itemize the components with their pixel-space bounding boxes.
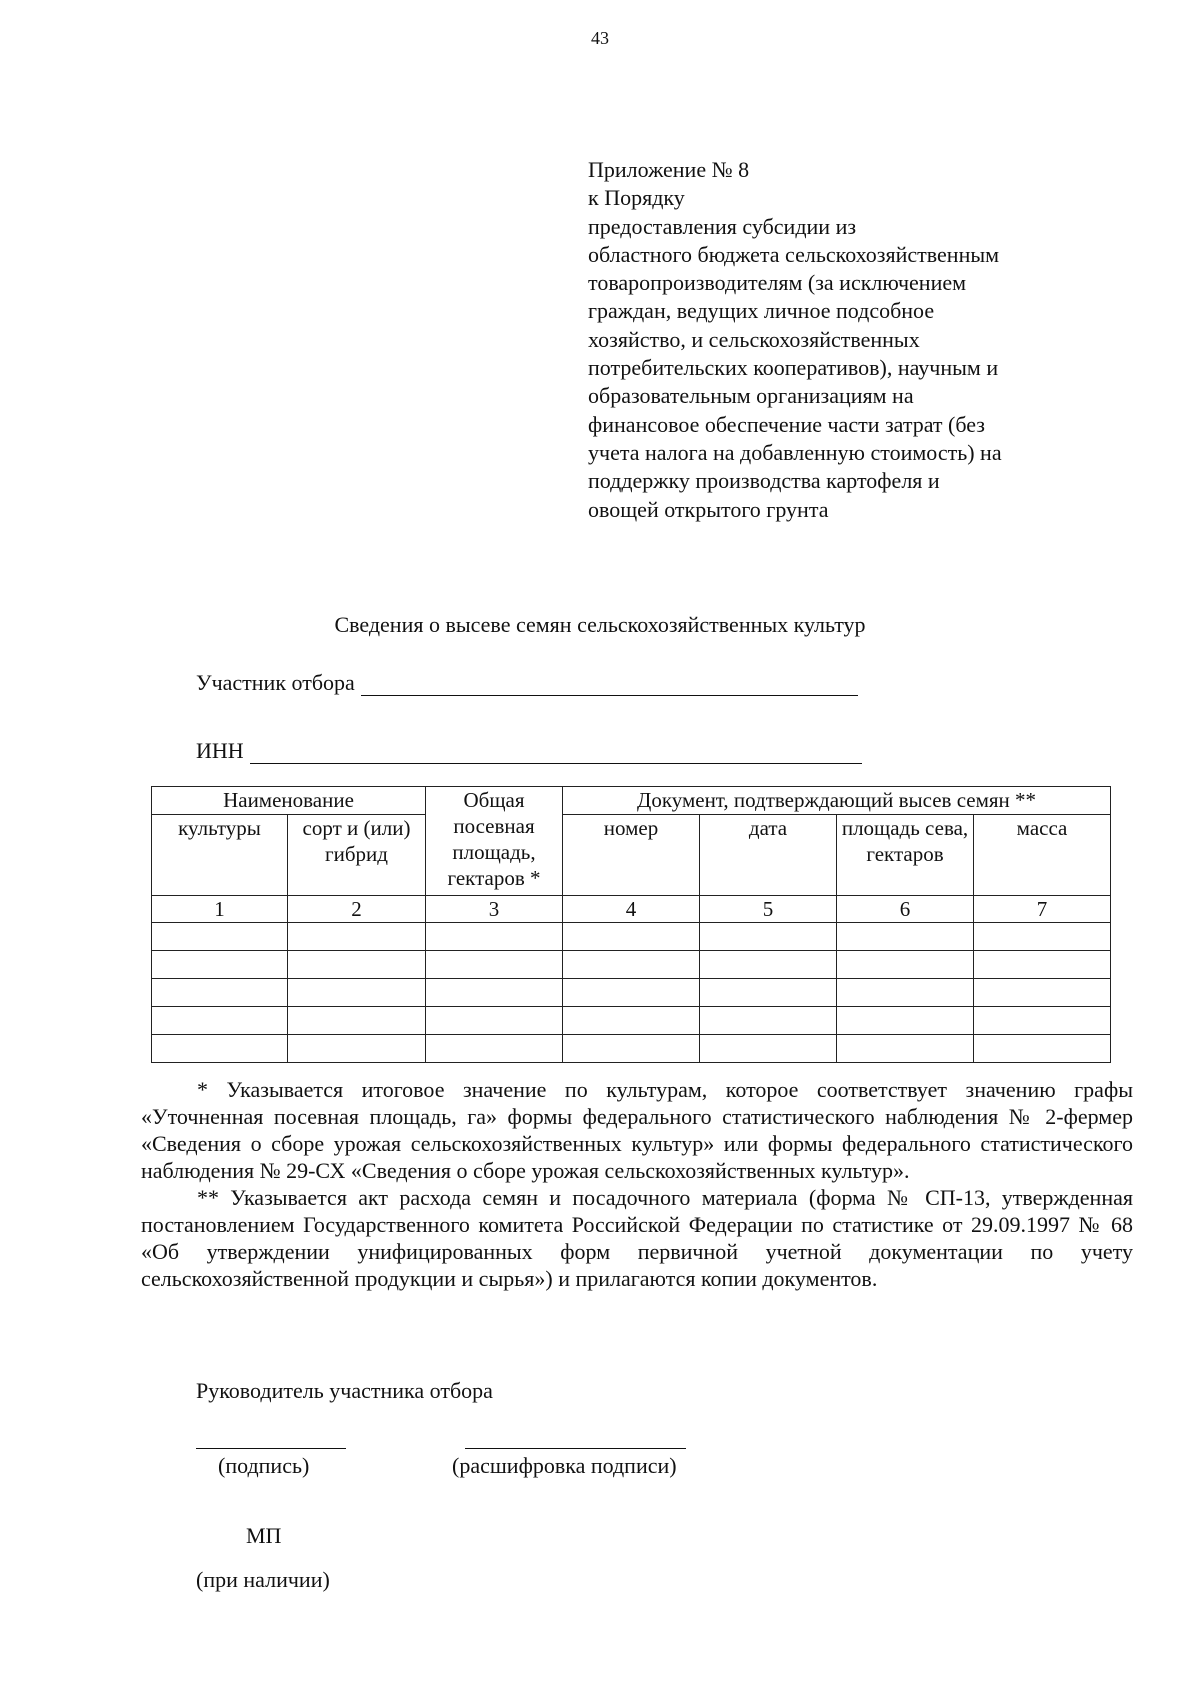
table-cell[interactable] — [837, 979, 974, 1007]
header-number: номер — [563, 815, 700, 896]
header-date: дата — [700, 815, 837, 896]
column-number: 5 — [700, 896, 837, 923]
table-row — [152, 979, 1111, 1007]
inn-input-line[interactable] — [250, 741, 862, 764]
column-number: 7 — [974, 896, 1111, 923]
table-cell[interactable] — [974, 1035, 1111, 1063]
table-cell[interactable] — [700, 1035, 837, 1063]
column-number: 6 — [837, 896, 974, 923]
table-cell[interactable] — [152, 979, 288, 1007]
column-number: 3 — [426, 896, 563, 923]
table-row — [152, 1035, 1111, 1063]
header-culture: культуры — [152, 815, 288, 896]
table-cell[interactable] — [563, 951, 700, 979]
table-cell[interactable] — [288, 951, 426, 979]
column-number-row — [152, 896, 1111, 923]
table-cell[interactable] — [288, 923, 426, 951]
appendix-line: Приложение № 8 — [588, 157, 750, 182]
table-cell[interactable] — [700, 979, 837, 1007]
header-mass: масса — [974, 815, 1111, 896]
table-cell[interactable] — [288, 1007, 426, 1035]
table-cell[interactable] — [700, 1007, 837, 1035]
table-row — [152, 923, 1111, 951]
participant-input-line[interactable] — [361, 673, 858, 696]
appendix-line: учета налога на добавленную стоимость) на — [588, 439, 1002, 465]
table-cell[interactable] — [152, 1007, 288, 1035]
table-cell[interactable] — [837, 1007, 974, 1035]
header-document-group: Документ, подтверждающий высев семян ** — [563, 787, 1111, 815]
table-cell[interactable] — [426, 1035, 563, 1063]
table-cell[interactable] — [700, 951, 837, 979]
stamp-note: (при наличии) — [196, 1567, 330, 1592]
table-cell[interactable] — [288, 979, 426, 1007]
table-cell[interactable] — [152, 951, 288, 979]
appendix-line: хозяйство, и сельскохозяйственных — [588, 326, 920, 352]
column-number: 4 — [563, 896, 700, 923]
table-cell[interactable] — [700, 923, 837, 951]
table-cell[interactable] — [288, 1035, 426, 1063]
appendix-line: товаропроизводителям (за исключением — [588, 270, 967, 296]
header-variety: сорт и (или) гибрид — [288, 815, 426, 896]
column-number: 1 — [152, 896, 288, 923]
table-row — [152, 951, 1111, 979]
table-row — [152, 1007, 1111, 1035]
table-cell[interactable] — [563, 979, 700, 1007]
participant-field — [196, 670, 858, 696]
signature-caption: (подпись) — [218, 1453, 310, 1478]
inn-label: ИНН — [196, 738, 244, 763]
table-cell[interactable] — [974, 951, 1111, 979]
header-total-area: Общая посевная площадь, гектаров * — [426, 787, 563, 896]
table-cell[interactable] — [974, 1007, 1111, 1035]
table-cell[interactable] — [563, 923, 700, 951]
appendix-header — [588, 156, 1088, 524]
table-cell[interactable] — [426, 1007, 563, 1035]
table-cell[interactable] — [152, 923, 288, 951]
table-cell[interactable] — [563, 1035, 700, 1063]
table-cell[interactable] — [426, 979, 563, 1007]
header-name-group: Наименование — [152, 787, 426, 815]
appendix-line: к Порядку — [588, 185, 685, 211]
seed-sowing-table — [151, 786, 1111, 1063]
signature-line[interactable] — [196, 1448, 346, 1449]
footnote-document: ** Указывается акт расхода семян и посадочного материала (форма № СП-13, утвержденная постановлением Государственного комитета Российской Федерации по статистике от 29.09.1997 № 68 «Об утверждении унифицированных форм первичной учетной документации по учету сельскохозяйственной продукции и сырья») и прилагаются копии документов. — [141, 1185, 1133, 1291]
header-sowing-area: площадь сева, гектаров — [837, 815, 974, 896]
participant-label: Участник отбора — [196, 670, 355, 695]
table-cell[interactable] — [974, 923, 1111, 951]
footnotes — [141, 1076, 1133, 1292]
appendix-line: образовательным организациям на — [588, 383, 914, 409]
table-cell[interactable] — [563, 1007, 700, 1035]
column-number: 2 — [288, 896, 426, 923]
table-cell[interactable] — [837, 923, 974, 951]
table-cell[interactable] — [837, 951, 974, 979]
table-cell[interactable] — [426, 923, 563, 951]
inn-field — [196, 738, 862, 764]
table-cell[interactable] — [974, 979, 1111, 1007]
signature-decryption-line[interactable] — [465, 1448, 686, 1449]
head-of-participant-label: Руководитель участника отбора — [196, 1378, 493, 1403]
table-cell[interactable] — [837, 1035, 974, 1063]
footnote-area: * Указывается итоговое значение по культурам, которое соответствует значению графы «Уточненная посевная площадь, га» формы федерального статистического наблюдения № 2-фермер «Сведения о сборе урожая сельскохозяйственных культур» или формы федерального статистического наблюдения № 29-СХ «Сведения о сборе урожая сельскохозяйственных культур». — [141, 1077, 1133, 1183]
appendix-line: финансовое обеспечение части затрат (без — [588, 411, 985, 437]
appendix-line: областного бюджета сельскохозяйственным — [588, 241, 1000, 267]
page-number: 43 — [591, 28, 609, 48]
appendix-line: овощей открытого грунта — [588, 496, 829, 522]
document-title: Сведения о высеве семян сельскохозяйственных культур — [334, 612, 866, 637]
appendix-line: потребительских кооперативов), научным и — [588, 355, 999, 381]
stamp-placeholder: МП — [246, 1523, 282, 1548]
signature-decryption-caption: (расшифровка подписи) — [452, 1453, 677, 1478]
appendix-line: граждан, ведущих личное подсобное — [588, 298, 935, 324]
table-cell[interactable] — [152, 1035, 288, 1063]
table-cell[interactable] — [426, 951, 563, 979]
appendix-line: предоставления субсидии из — [588, 213, 857, 239]
appendix-line: поддержку производства картофеля и — [588, 468, 940, 494]
